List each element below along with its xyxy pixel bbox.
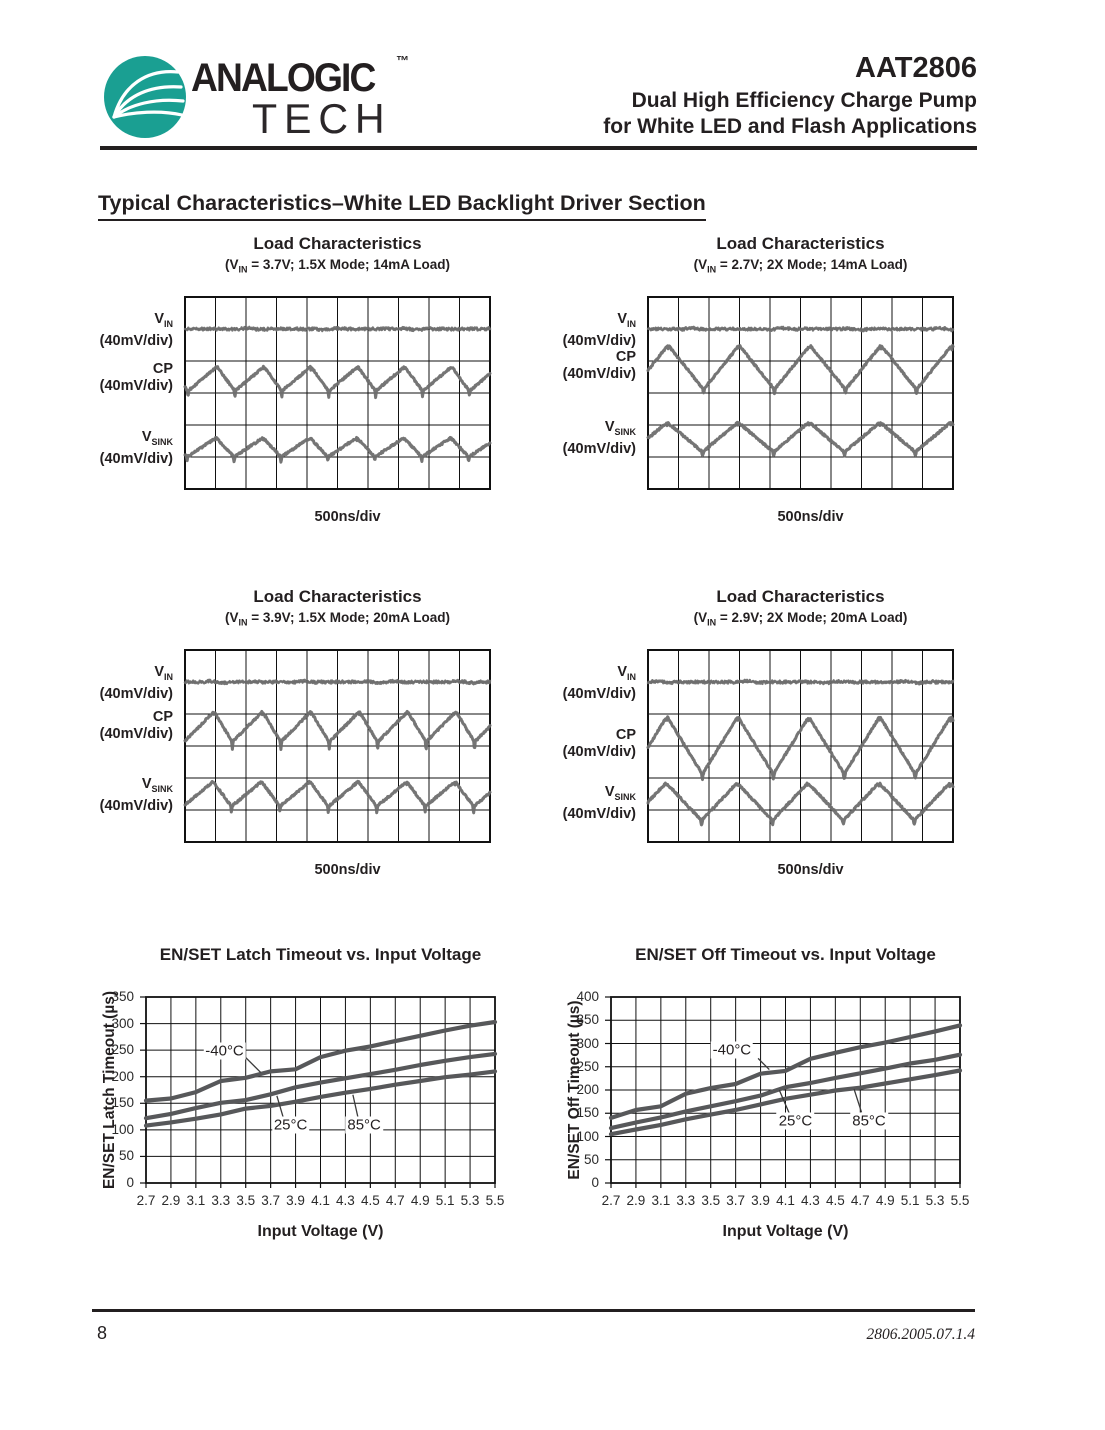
scope-timebase: 500ns/div xyxy=(314,862,381,878)
trace-label-vin: $V_{IN}$ (40mV/div) xyxy=(562,311,636,349)
x-tick-label: 2.9 xyxy=(626,1193,646,1208)
x-tick-label: 3.3 xyxy=(676,1193,696,1208)
y-tick-label: 300 xyxy=(111,1015,134,1031)
trace-label-vsink: $V_{SINK}$ (40mV/div) xyxy=(99,776,173,814)
header-rule xyxy=(100,146,977,150)
scope-timebase: 500ns/div xyxy=(314,509,381,525)
scope-subtitle: ($V_{IN} = 3.9V$; 1.5X Mode; 20mA Load) xyxy=(225,610,450,628)
logo-wordmark-tech: TECH xyxy=(252,95,392,142)
scope-timebase: 500ns/div xyxy=(777,509,844,525)
scope-subtitle: ($V_{IN} = 2.9V$; 2X Mode; 20mA Load) xyxy=(693,610,908,628)
x-tick-label: 5.5 xyxy=(950,1193,970,1208)
scope-title: Load Characteristics xyxy=(253,587,422,606)
x-axis-title: Input Voltage (V) xyxy=(257,1223,384,1240)
x-tick-label: 3.1 xyxy=(186,1193,206,1208)
curve-label-85C: 85°C xyxy=(347,1116,381,1134)
scope-title: Load Characteristics xyxy=(716,234,885,253)
scope-subtitle: ($V_{IN} = 3.7V$; 1.5X Mode; 14mA Load) xyxy=(225,257,450,275)
trace-label-vsink: $V_{SINK}$ (40mV/div) xyxy=(562,419,636,458)
y-tick-label: 200 xyxy=(576,1082,599,1097)
document-code: 2806.2005.07.1.4 xyxy=(866,1326,975,1343)
scope-subtitle: ($V_{IN} = 2.7V$; 2X Mode; 14mA Load) xyxy=(693,257,908,275)
x-tick-label: 4.9 xyxy=(410,1193,430,1208)
x-tick-label: 5.1 xyxy=(900,1193,920,1208)
y-axis-title: EN/SET Off Timeout (µs) xyxy=(566,1000,583,1180)
line-chart-plot xyxy=(138,995,499,1193)
curve-label--40C: -40°C xyxy=(712,1041,752,1059)
y-tick-label: 0 xyxy=(591,1175,599,1190)
scope-title: Load Characteristics xyxy=(253,234,422,253)
x-tick-label: 2.9 xyxy=(161,1193,181,1208)
scope-grid xyxy=(183,648,492,844)
footer-rule xyxy=(92,1309,975,1312)
y-tick-label: 100 xyxy=(576,1128,599,1144)
page-number: 8 xyxy=(97,1323,108,1343)
trace-label-cp: CP (40mV/div) xyxy=(99,708,173,742)
x-tick-label: 4.7 xyxy=(850,1193,870,1208)
y-tick-label: 250 xyxy=(576,1058,599,1074)
x-tick-label: 5.3 xyxy=(460,1193,480,1208)
trace-label-vsink: $V_{SINK}$ (40mV/div) xyxy=(99,429,173,468)
y-tick-label: 350 xyxy=(576,1012,599,1028)
scope-grid xyxy=(183,295,492,491)
y-tick-label: 350 xyxy=(111,989,134,1004)
trace-vin xyxy=(185,680,490,684)
x-tick-label: 3.5 xyxy=(701,1193,721,1208)
y-tick-label: 250 xyxy=(111,1042,134,1058)
x-tick-label: 3.5 xyxy=(236,1193,256,1208)
y-tick-label: 300 xyxy=(576,1035,599,1051)
doc-title-line2: for White LED and Flash Applications xyxy=(603,115,977,138)
analogictech-logo-icon xyxy=(103,55,187,139)
logo-wordmark-analogic: ANALOGIC xyxy=(191,56,375,100)
trace-label-cp: CP (40mV/div) xyxy=(562,727,636,761)
trace-label-cp: CP (40mV/div) xyxy=(99,360,173,394)
line-chart-plot xyxy=(603,995,964,1193)
x-tick-label: 4.1 xyxy=(776,1193,795,1208)
x-tick-label: 3.3 xyxy=(211,1193,231,1208)
curve-label--40C: -40°C xyxy=(205,1042,244,1060)
y-tick-label: 50 xyxy=(118,1148,134,1164)
line-chart-title: EN/SET Off Timeout vs. Input Voltage xyxy=(635,945,936,964)
scope-title: Load Characteristics xyxy=(716,587,885,606)
x-tick-label: 3.7 xyxy=(726,1193,746,1208)
x-tick-label: 3.7 xyxy=(261,1193,281,1208)
scope-grid xyxy=(646,648,955,844)
trace-label-vin: $V_{IN}$ (40mV/div) xyxy=(99,311,173,349)
x-tick-label: 4.7 xyxy=(385,1193,405,1208)
section-title: Typical Characteristics–White LED Backlight Driver Section xyxy=(98,191,706,221)
trace-label-vin: $V_{IN}$ (40mV/div) xyxy=(562,664,636,702)
x-tick-label: 4.5 xyxy=(360,1193,380,1208)
scope-grid xyxy=(646,295,955,491)
curve-label-25C: 25°C xyxy=(778,1112,813,1130)
x-tick-label: 4.5 xyxy=(825,1193,845,1208)
trace-label-vsink: $V_{SINK}$ (40mV/div) xyxy=(562,783,636,822)
x-tick-label: 4.3 xyxy=(801,1193,820,1208)
x-tick-label: 3.1 xyxy=(651,1193,671,1208)
x-tick-label: 3.9 xyxy=(751,1193,770,1208)
y-tick-label: 100 xyxy=(111,1121,134,1137)
y-tick-label: 0 xyxy=(126,1175,134,1190)
y-tick-label: 50 xyxy=(583,1151,599,1167)
trace-vin xyxy=(648,327,953,331)
line-chart-title: EN/SET Latch Timeout vs. Input Voltage xyxy=(159,945,482,964)
trademark-symbol: ™ xyxy=(396,53,409,68)
x-tick-label: 4.3 xyxy=(336,1193,355,1208)
doc-title-line1: Dual High Efficiency Charge Pump xyxy=(631,89,977,112)
curve-label-85C: 85°C xyxy=(852,1112,886,1130)
x-tick-label: 5.1 xyxy=(435,1193,455,1208)
trace-vin xyxy=(185,327,490,331)
trace-label-vin: $V_{IN}$ (40mV/div) xyxy=(99,664,173,702)
y-tick-label: 200 xyxy=(111,1068,134,1084)
x-tick-label: 5.3 xyxy=(925,1193,945,1208)
y-axis-title: EN/SET Latch Timeout (µs) xyxy=(101,990,118,1190)
x-tick-label: 4.1 xyxy=(311,1193,330,1208)
x-axis-title: Input Voltage (V) xyxy=(722,1223,849,1240)
x-tick-label: 3.9 xyxy=(286,1193,305,1208)
y-tick-label: 400 xyxy=(576,989,599,1004)
y-tick-label: 150 xyxy=(111,1095,134,1111)
x-tick-label: 2.7 xyxy=(601,1193,621,1208)
x-tick-label: 4.9 xyxy=(875,1193,895,1208)
curve-label-25C: 25°C xyxy=(273,1116,308,1134)
x-tick-label: 5.5 xyxy=(485,1193,505,1208)
scope-timebase: 500ns/div xyxy=(777,862,844,878)
y-tick-label: 150 xyxy=(576,1105,599,1121)
part-number: AAT2806 xyxy=(855,52,977,84)
trace-label-cp: CP (40mV/div) xyxy=(562,349,636,383)
x-tick-label: 2.7 xyxy=(136,1193,156,1208)
